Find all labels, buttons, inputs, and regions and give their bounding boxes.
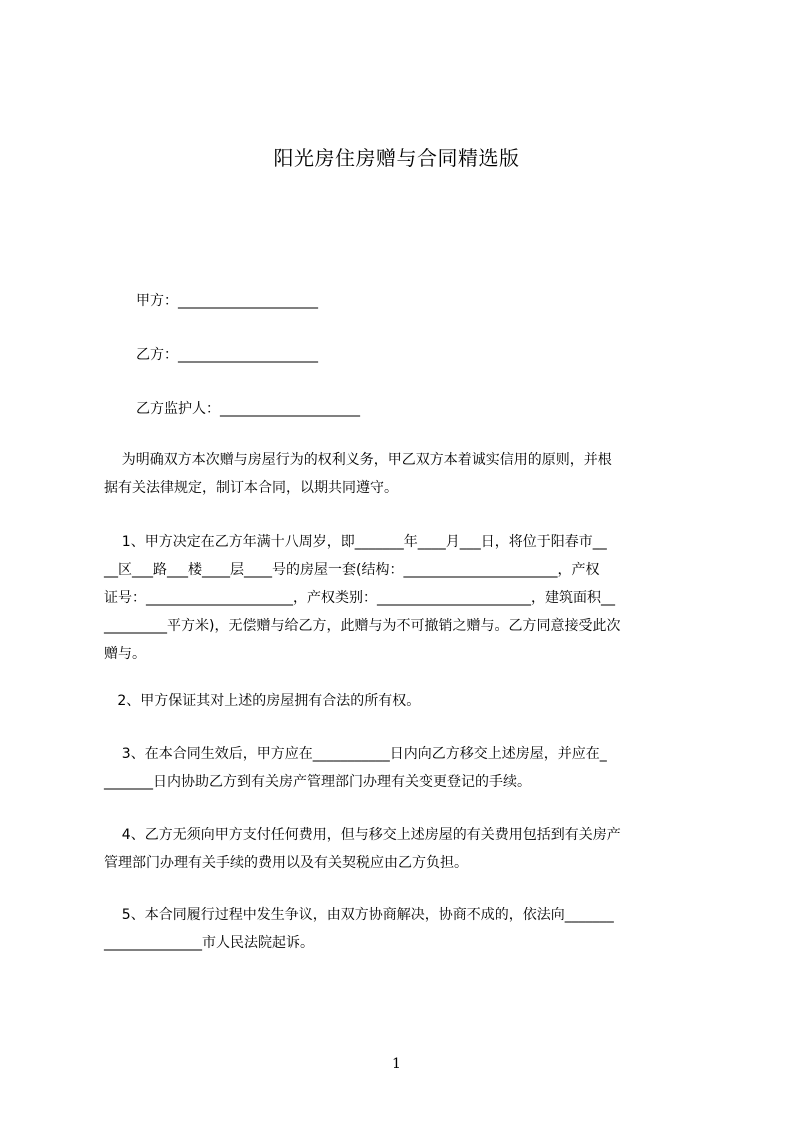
paragraph-line: 证号：_____________________，产权类别：______________________，建筑面积__	[104, 590, 615, 606]
paragraph-line: _________平方米)，无偿赠与给乙方，此赠与为不可撤销之赠与。乙方同意接受此次	[104, 618, 621, 634]
paragraph-line: 管理部门办理有关手续的费用以及有关契税应由乙方负担。	[104, 855, 468, 871]
party-b-line: 乙方：____________________	[136, 347, 318, 363]
document-title: 阳光房住房赠与合同精选版	[273, 146, 520, 170]
paragraph-line: 2、甲方保证其对上述的房屋拥有合法的所有权。	[104, 693, 421, 709]
clause-4-paragraph	[104, 826, 714, 872]
paragraph-line: 3、在本合同生效后，甲方应在___________日内向乙方移交上述房屋，并应在_	[104, 746, 607, 762]
guardian-line: 乙方监护人：____________________	[136, 401, 360, 417]
party-a-line: 甲方：____________________	[136, 293, 318, 309]
clause-2-paragraph	[104, 692, 714, 710]
paragraph-line: 据有关法律规定，制订本合同，以期共同遵守。	[104, 480, 398, 496]
paragraph-line: 4、乙方无须向甲方支付任何费用，但与移交上述房屋的有关费用包括到有关房产	[104, 827, 621, 843]
paragraph-line: 赠与。	[104, 646, 146, 662]
paragraph-line: 5、本合同履行过程中发生争议，由双方协商解决，协商不成的，依法向_______	[104, 907, 614, 923]
clause-1-paragraph	[104, 533, 714, 663]
clause-5-paragraph	[104, 906, 714, 952]
paragraph-line: __区___路___楼____层____号的房屋一套(结构：______________________，产权	[104, 562, 600, 578]
paragraph-line: ______________市人民法院起诉。	[104, 935, 314, 951]
paragraph-line: _______日内协助乙方到有关房产管理部门办理有关变更登记的手续。	[104, 774, 531, 790]
paragraph-line: 为明确双方本次赠与房屋行为的权利义务，甲乙双方本着诚实信用的原则，并根	[104, 452, 612, 468]
clause-3-paragraph	[104, 745, 714, 791]
preamble-paragraph	[104, 451, 714, 497]
paragraph-line: 1、甲方决定在乙方年满十八周岁，即_______年____月___日，将位于阳春市__	[104, 534, 607, 550]
page-number: 1	[392, 1056, 401, 1072]
